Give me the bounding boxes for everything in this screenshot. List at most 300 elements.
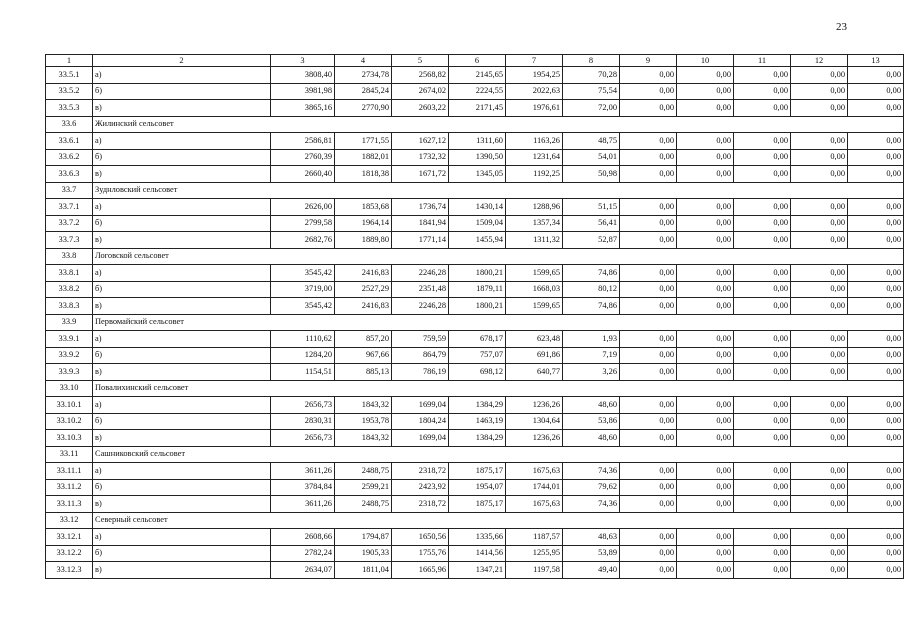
value-cell: 0,00 xyxy=(791,232,848,249)
table-row xyxy=(46,166,904,183)
value-cell: 2416,83 xyxy=(335,265,392,282)
value-cell: 0,00 xyxy=(620,215,677,232)
value-cell: 75,54 xyxy=(563,83,620,100)
table-row xyxy=(46,430,904,447)
value-cell: 0,00 xyxy=(734,232,791,249)
value-cell: 79,62 xyxy=(563,479,620,496)
value-cell: 1875,17 xyxy=(449,463,506,480)
value-cell: 0,00 xyxy=(848,298,904,315)
column-header: 13 xyxy=(848,55,904,67)
table-row xyxy=(46,149,904,166)
row-code: 33.7.3 xyxy=(46,232,93,249)
value-cell: 0,00 xyxy=(677,83,734,100)
value-cell: 0,00 xyxy=(848,67,904,84)
section-title: Первомайский сельсовет xyxy=(93,314,904,331)
value-cell: 2246,28 xyxy=(392,298,449,315)
value-cell: 3865,16 xyxy=(271,100,335,117)
value-cell: 1954,25 xyxy=(506,67,563,84)
value-cell: 50,98 xyxy=(563,166,620,183)
value-cell: 0,00 xyxy=(620,149,677,166)
row-code: 33.7.2 xyxy=(46,215,93,232)
table-row xyxy=(46,232,904,249)
value-cell: 0,00 xyxy=(848,100,904,117)
value-cell: 0,00 xyxy=(677,496,734,513)
value-cell: 0,00 xyxy=(791,463,848,480)
row-label: а) xyxy=(93,67,271,84)
value-cell: 1255,95 xyxy=(506,545,563,562)
value-cell: 51,15 xyxy=(563,199,620,216)
value-cell: 1800,21 xyxy=(449,265,506,282)
table-row xyxy=(46,199,904,216)
value-cell: 0,00 xyxy=(620,232,677,249)
table-row xyxy=(46,545,904,562)
table-row xyxy=(46,496,904,513)
value-cell: 2734,78 xyxy=(335,67,392,84)
row-label: а) xyxy=(93,397,271,414)
row-label: в) xyxy=(93,496,271,513)
value-cell: 72,00 xyxy=(563,100,620,117)
value-cell: 2488,75 xyxy=(335,463,392,480)
value-cell: 0,00 xyxy=(848,347,904,364)
row-code: 33.5.2 xyxy=(46,83,93,100)
column-header: 10 xyxy=(677,55,734,67)
section-title: Жилинский сельсовет xyxy=(93,116,904,133)
section-code: 33.10 xyxy=(46,380,93,397)
value-cell: 1675,63 xyxy=(506,463,563,480)
section-code: 33.8 xyxy=(46,248,93,265)
value-cell: 2682,76 xyxy=(271,232,335,249)
value-cell: 1236,26 xyxy=(506,430,563,447)
value-cell: 1771,14 xyxy=(392,232,449,249)
value-cell: 1509,04 xyxy=(449,215,506,232)
table-row xyxy=(46,463,904,480)
value-cell: 0,00 xyxy=(791,347,848,364)
value-cell: 1384,29 xyxy=(449,397,506,414)
value-cell: 0,00 xyxy=(734,331,791,348)
section-code: 33.9 xyxy=(46,314,93,331)
section-row xyxy=(46,314,904,331)
row-code: 33.10.3 xyxy=(46,430,93,447)
value-cell: 0,00 xyxy=(620,281,677,298)
value-cell: 1976,61 xyxy=(506,100,563,117)
value-cell: 1390,50 xyxy=(449,149,506,166)
value-cell: 0,00 xyxy=(848,397,904,414)
value-cell: 0,00 xyxy=(620,529,677,546)
value-cell: 70,28 xyxy=(563,67,620,84)
table-row xyxy=(46,83,904,100)
section-code: 33.11 xyxy=(46,446,93,463)
column-header: 1 xyxy=(46,55,93,67)
value-cell: 0,00 xyxy=(791,364,848,381)
value-cell: 0,00 xyxy=(677,463,734,480)
value-cell: 48,60 xyxy=(563,397,620,414)
value-cell: 0,00 xyxy=(734,149,791,166)
value-cell: 691,86 xyxy=(506,347,563,364)
value-cell: 0,00 xyxy=(734,413,791,430)
table-row xyxy=(46,215,904,232)
value-cell: 0,00 xyxy=(734,83,791,100)
row-label: а) xyxy=(93,463,271,480)
column-header: 2 xyxy=(93,55,271,67)
value-cell: 2660,40 xyxy=(271,166,335,183)
value-cell: 0,00 xyxy=(620,133,677,150)
value-cell: 0,00 xyxy=(791,545,848,562)
row-label: б) xyxy=(93,149,271,166)
value-cell: 0,00 xyxy=(791,100,848,117)
value-cell: 0,00 xyxy=(791,413,848,430)
value-cell: 0,00 xyxy=(620,562,677,579)
value-cell: 74,86 xyxy=(563,298,620,315)
value-cell: 0,00 xyxy=(620,100,677,117)
row-code: 33.7.1 xyxy=(46,199,93,216)
value-cell: 0,00 xyxy=(677,232,734,249)
value-cell: 1771,55 xyxy=(335,133,392,150)
row-label: б) xyxy=(93,83,271,100)
value-cell: 1818,38 xyxy=(335,166,392,183)
value-cell: 0,00 xyxy=(734,529,791,546)
value-cell: 1954,07 xyxy=(449,479,506,496)
value-cell: 757,07 xyxy=(449,347,506,364)
value-cell: 0,00 xyxy=(620,545,677,562)
value-cell: 2770,90 xyxy=(335,100,392,117)
value-cell: 0,00 xyxy=(848,529,904,546)
value-cell: 1311,60 xyxy=(449,133,506,150)
value-cell: 2674,02 xyxy=(392,83,449,100)
row-code: 33.5.1 xyxy=(46,67,93,84)
value-cell: 1154,51 xyxy=(271,364,335,381)
row-label: в) xyxy=(93,562,271,579)
value-cell: 0,00 xyxy=(677,265,734,282)
value-cell: 0,00 xyxy=(791,166,848,183)
value-cell: 0,00 xyxy=(848,133,904,150)
table-row xyxy=(46,281,904,298)
row-code: 33.9.1 xyxy=(46,331,93,348)
column-header: 5 xyxy=(392,55,449,67)
value-cell: 1599,65 xyxy=(506,298,563,315)
value-cell: 0,00 xyxy=(734,496,791,513)
value-cell: 0,00 xyxy=(677,397,734,414)
value-cell: 0,00 xyxy=(734,463,791,480)
value-cell: 0,00 xyxy=(677,199,734,216)
row-label: в) xyxy=(93,298,271,315)
value-cell: 1843,32 xyxy=(335,430,392,447)
value-cell: 0,00 xyxy=(734,199,791,216)
value-cell: 1668,03 xyxy=(506,281,563,298)
value-cell: 2568,82 xyxy=(392,67,449,84)
row-label: в) xyxy=(93,166,271,183)
value-cell: 52,87 xyxy=(563,232,620,249)
value-cell: 53,86 xyxy=(563,413,620,430)
section-row xyxy=(46,512,904,529)
value-cell: 0,00 xyxy=(620,430,677,447)
value-cell: 1311,32 xyxy=(506,232,563,249)
row-label: в) xyxy=(93,364,271,381)
section-code: 33.7 xyxy=(46,182,93,199)
value-cell: 48,63 xyxy=(563,529,620,546)
row-code: 33.12.1 xyxy=(46,529,93,546)
value-cell: 0,00 xyxy=(791,199,848,216)
value-cell: 1699,04 xyxy=(392,430,449,447)
value-cell: 0,00 xyxy=(848,430,904,447)
value-cell: 0,00 xyxy=(677,215,734,232)
column-header: 4 xyxy=(335,55,392,67)
value-cell: 1599,65 xyxy=(506,265,563,282)
value-cell: 2318,72 xyxy=(392,463,449,480)
value-cell: 48,75 xyxy=(563,133,620,150)
value-cell: 0,00 xyxy=(848,364,904,381)
value-cell: 1800,21 xyxy=(449,298,506,315)
value-cell: 0,00 xyxy=(734,347,791,364)
value-cell: 1879,11 xyxy=(449,281,506,298)
value-cell: 640,77 xyxy=(506,364,563,381)
row-code: 33.6.3 xyxy=(46,166,93,183)
value-cell: 0,00 xyxy=(620,413,677,430)
value-cell: 1804,24 xyxy=(392,413,449,430)
value-cell: 0,00 xyxy=(677,149,734,166)
section-title: Северный сельсовет xyxy=(93,512,904,529)
value-cell: 0,00 xyxy=(734,281,791,298)
row-code: 33.11.2 xyxy=(46,479,93,496)
table-row xyxy=(46,100,904,117)
row-label: б) xyxy=(93,545,271,562)
value-cell: 0,00 xyxy=(848,281,904,298)
value-cell: 0,00 xyxy=(677,413,734,430)
value-cell: 0,00 xyxy=(734,430,791,447)
value-cell: 967,66 xyxy=(335,347,392,364)
value-cell: 2799,58 xyxy=(271,215,335,232)
value-cell: 80,12 xyxy=(563,281,620,298)
column-header: 9 xyxy=(620,55,677,67)
value-cell: 0,00 xyxy=(848,232,904,249)
value-cell: 0,00 xyxy=(734,298,791,315)
value-cell: 864,79 xyxy=(392,347,449,364)
value-cell: 2423,92 xyxy=(392,479,449,496)
value-cell: 0,00 xyxy=(848,265,904,282)
row-code: 33.8.2 xyxy=(46,281,93,298)
value-cell: 2782,24 xyxy=(271,545,335,562)
row-label: а) xyxy=(93,331,271,348)
value-cell: 0,00 xyxy=(620,199,677,216)
value-cell: 0,00 xyxy=(620,331,677,348)
value-cell: 0,00 xyxy=(791,281,848,298)
value-cell: 3784,84 xyxy=(271,479,335,496)
section-title: Логовской сельсовет xyxy=(93,248,904,265)
value-cell: 0,00 xyxy=(620,347,677,364)
column-header: 12 xyxy=(791,55,848,67)
value-cell: 1875,17 xyxy=(449,496,506,513)
value-cell: 3,26 xyxy=(563,364,620,381)
value-cell: 0,00 xyxy=(620,364,677,381)
row-code: 33.8.3 xyxy=(46,298,93,315)
section-row xyxy=(46,446,904,463)
section-row xyxy=(46,182,904,199)
value-cell: 0,00 xyxy=(734,562,791,579)
value-cell: 0,00 xyxy=(677,479,734,496)
value-cell: 0,00 xyxy=(677,133,734,150)
row-code: 33.10.1 xyxy=(46,397,93,414)
value-cell: 2488,75 xyxy=(335,496,392,513)
value-cell: 0,00 xyxy=(677,364,734,381)
value-cell: 3611,26 xyxy=(271,496,335,513)
value-cell: 0,00 xyxy=(620,67,677,84)
table-body xyxy=(46,55,904,579)
value-cell: 1889,80 xyxy=(335,232,392,249)
value-cell: 1671,72 xyxy=(392,166,449,183)
row-label: в) xyxy=(93,232,271,249)
value-cell: 7,19 xyxy=(563,347,620,364)
value-cell: 0,00 xyxy=(734,265,791,282)
value-cell: 0,00 xyxy=(734,479,791,496)
value-cell: 2171,45 xyxy=(449,100,506,117)
value-cell: 1347,21 xyxy=(449,562,506,579)
value-cell: 1197,58 xyxy=(506,562,563,579)
row-code: 33.12.3 xyxy=(46,562,93,579)
value-cell: 0,00 xyxy=(620,463,677,480)
value-cell: 1732,32 xyxy=(392,149,449,166)
value-cell: 678,17 xyxy=(449,331,506,348)
value-cell: 2634,07 xyxy=(271,562,335,579)
value-cell: 0,00 xyxy=(848,215,904,232)
value-cell: 0,00 xyxy=(734,133,791,150)
value-cell: 0,00 xyxy=(848,83,904,100)
value-cell: 1345,05 xyxy=(449,166,506,183)
row-code: 33.6.1 xyxy=(46,133,93,150)
value-cell: 49,40 xyxy=(563,562,620,579)
row-label: б) xyxy=(93,413,271,430)
value-cell: 1964,14 xyxy=(335,215,392,232)
column-header: 8 xyxy=(563,55,620,67)
value-cell: 0,00 xyxy=(791,67,848,84)
value-cell: 0,00 xyxy=(677,545,734,562)
value-cell: 2351,48 xyxy=(392,281,449,298)
value-cell: 3611,26 xyxy=(271,463,335,480)
row-code: 33.5.3 xyxy=(46,100,93,117)
page-number: 23 xyxy=(836,21,847,33)
value-cell: 56,41 xyxy=(563,215,620,232)
section-row xyxy=(46,248,904,265)
value-cell: 0,00 xyxy=(848,479,904,496)
value-cell: 0,00 xyxy=(620,479,677,496)
value-cell: 2830,31 xyxy=(271,413,335,430)
value-cell: 1853,68 xyxy=(335,199,392,216)
value-cell: 0,00 xyxy=(791,265,848,282)
value-cell: 0,00 xyxy=(620,83,677,100)
table-row xyxy=(46,562,904,579)
row-code: 33.10.2 xyxy=(46,413,93,430)
value-cell: 2224,55 xyxy=(449,83,506,100)
value-cell: 1627,12 xyxy=(392,133,449,150)
value-cell: 0,00 xyxy=(734,545,791,562)
value-cell: 0,00 xyxy=(620,496,677,513)
value-cell: 2608,66 xyxy=(271,529,335,546)
value-cell: 1675,63 xyxy=(506,496,563,513)
value-cell: 3545,42 xyxy=(271,265,335,282)
value-cell: 698,12 xyxy=(449,364,506,381)
value-cell: 0,00 xyxy=(848,413,904,430)
row-label: б) xyxy=(93,215,271,232)
column-header: 7 xyxy=(506,55,563,67)
value-cell: 1430,14 xyxy=(449,199,506,216)
section-code: 33.6 xyxy=(46,116,93,133)
table-row xyxy=(46,479,904,496)
table-row xyxy=(46,265,904,282)
value-cell: 48,60 xyxy=(563,430,620,447)
value-cell: 1357,34 xyxy=(506,215,563,232)
value-cell: 0,00 xyxy=(848,562,904,579)
value-cell: 0,00 xyxy=(791,133,848,150)
value-cell: 857,20 xyxy=(335,331,392,348)
value-cell: 1455,94 xyxy=(449,232,506,249)
value-cell: 1744,01 xyxy=(506,479,563,496)
value-cell: 0,00 xyxy=(734,364,791,381)
value-cell: 0,00 xyxy=(848,331,904,348)
value-cell: 2145,65 xyxy=(449,67,506,84)
value-cell: 0,00 xyxy=(620,166,677,183)
value-cell: 759,59 xyxy=(392,331,449,348)
row-label: а) xyxy=(93,199,271,216)
value-cell: 0,00 xyxy=(734,67,791,84)
value-cell: 0,00 xyxy=(734,166,791,183)
value-cell: 0,00 xyxy=(791,496,848,513)
table-row xyxy=(46,133,904,150)
value-cell: 3719,00 xyxy=(271,281,335,298)
column-header: 6 xyxy=(449,55,506,67)
value-cell: 1650,56 xyxy=(392,529,449,546)
value-cell: 2527,29 xyxy=(335,281,392,298)
value-cell: 1794,87 xyxy=(335,529,392,546)
value-cell: 1335,66 xyxy=(449,529,506,546)
table-row xyxy=(46,397,904,414)
value-cell: 2416,83 xyxy=(335,298,392,315)
row-label: в) xyxy=(93,430,271,447)
value-cell: 0,00 xyxy=(848,199,904,216)
value-cell: 1163,26 xyxy=(506,133,563,150)
value-cell: 0,00 xyxy=(677,298,734,315)
value-cell: 1284,20 xyxy=(271,347,335,364)
value-cell: 1736,74 xyxy=(392,199,449,216)
table-row xyxy=(46,298,904,315)
value-cell: 0,00 xyxy=(848,149,904,166)
value-cell: 0,00 xyxy=(791,430,848,447)
table-row xyxy=(46,413,904,430)
row-label: б) xyxy=(93,479,271,496)
value-cell: 0,00 xyxy=(677,347,734,364)
value-cell: 0,00 xyxy=(791,215,848,232)
value-cell: 0,00 xyxy=(677,430,734,447)
value-cell: 1231,64 xyxy=(506,149,563,166)
value-cell: 2656,73 xyxy=(271,397,335,414)
row-code: 33.6.2 xyxy=(46,149,93,166)
value-cell: 1304,64 xyxy=(506,413,563,430)
section-title: Зуднловский сельсовет xyxy=(93,182,904,199)
value-cell: 3981,98 xyxy=(271,83,335,100)
value-cell: 2626,00 xyxy=(271,199,335,216)
table-row xyxy=(46,67,904,84)
value-cell: 0,00 xyxy=(791,331,848,348)
value-cell: 74,86 xyxy=(563,265,620,282)
value-cell: 54,01 xyxy=(563,149,620,166)
value-cell: 1187,57 xyxy=(506,529,563,546)
value-cell: 1463,19 xyxy=(449,413,506,430)
row-label: б) xyxy=(93,347,271,364)
value-cell: 2656,73 xyxy=(271,430,335,447)
value-cell: 1882,01 xyxy=(335,149,392,166)
value-cell: 0,00 xyxy=(848,545,904,562)
value-cell: 1755,76 xyxy=(392,545,449,562)
value-cell: 0,00 xyxy=(734,100,791,117)
value-cell: 1110,62 xyxy=(271,331,335,348)
row-label: а) xyxy=(93,133,271,150)
